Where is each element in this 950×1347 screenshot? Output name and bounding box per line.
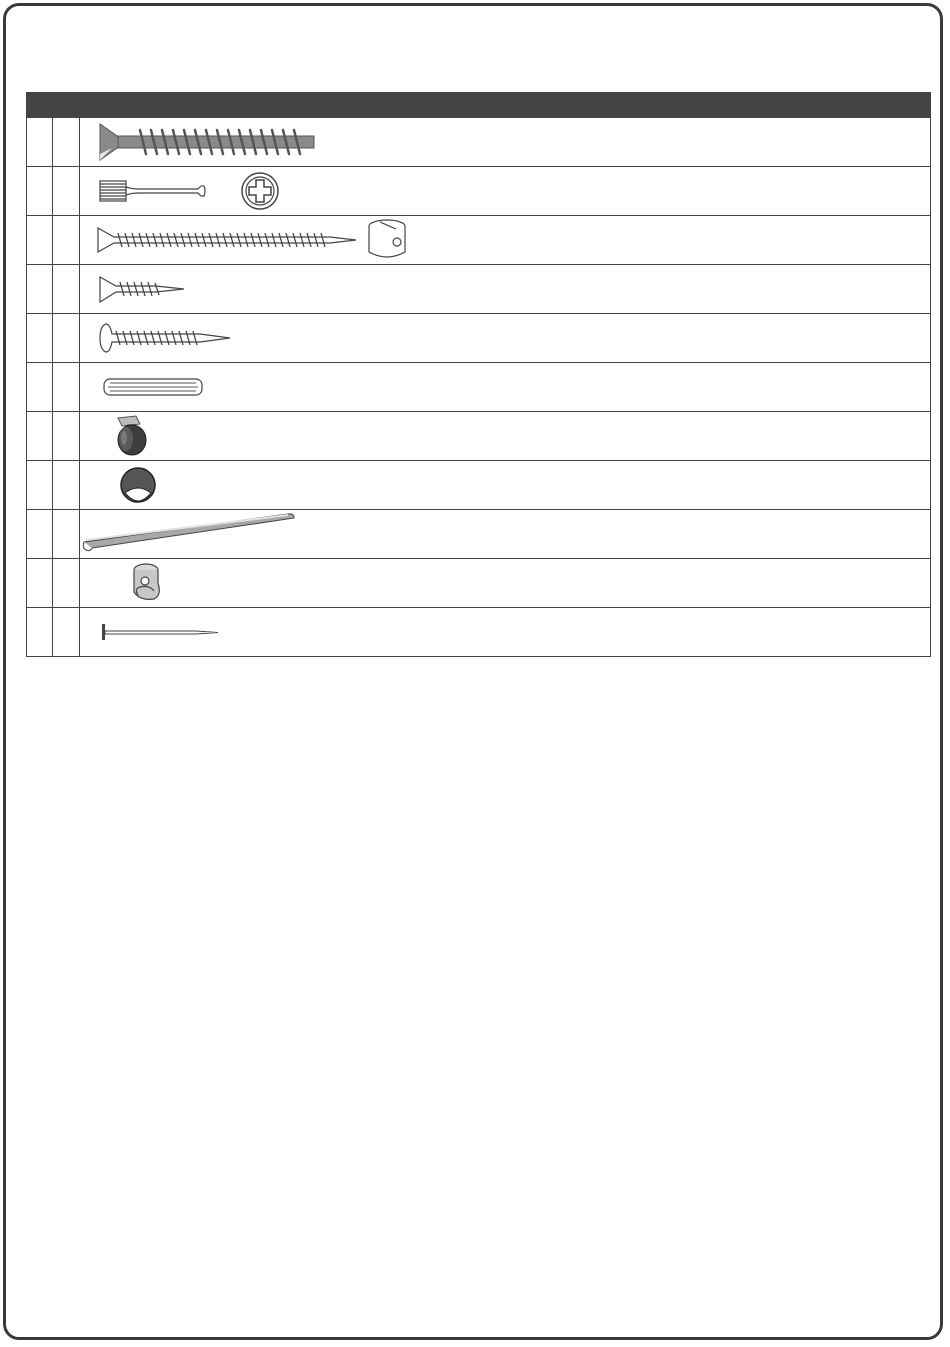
part-ref <box>27 461 53 509</box>
part-ref <box>27 363 53 411</box>
connector-screw-icon <box>80 167 300 215</box>
part-image-cell <box>80 559 930 607</box>
nail-icon <box>80 608 240 656</box>
table-row <box>26 412 931 461</box>
cap-cover-icon <box>80 461 180 509</box>
part-ref <box>27 265 53 313</box>
part-qty <box>53 167 80 215</box>
part-ref <box>27 118 53 166</box>
table-header <box>26 92 931 118</box>
part-qty <box>53 412 80 460</box>
cross-dowel-nut-icon <box>80 559 190 607</box>
part-qty <box>53 608 80 656</box>
part-image-cell <box>80 118 930 166</box>
part-ref <box>27 559 53 607</box>
part-image-cell <box>80 461 930 509</box>
part-ref <box>27 216 53 264</box>
wooden-dowel-icon <box>80 363 220 411</box>
table-row <box>26 167 931 216</box>
cam-bolt-icon <box>80 118 340 166</box>
part-image-cell <box>80 167 930 215</box>
part-qty <box>53 118 80 166</box>
table-row <box>26 314 931 363</box>
part-image-cell <box>80 216 930 264</box>
table-row <box>26 363 931 412</box>
part-image-cell <box>80 510 930 558</box>
part-qty <box>53 314 80 362</box>
table-row <box>26 559 931 608</box>
hanging-rail-icon <box>80 510 310 558</box>
part-image-cell <box>80 314 930 362</box>
pan-head-screw-icon <box>80 314 250 362</box>
caster-wheel-icon <box>80 412 180 460</box>
short-screw-icon <box>80 265 200 313</box>
table-row <box>26 608 931 657</box>
table-row <box>26 461 931 510</box>
table-row <box>26 118 931 167</box>
part-qty <box>53 461 80 509</box>
part-image-cell <box>80 412 930 460</box>
long-screw-with-barrel-nut-icon <box>80 216 420 264</box>
part-ref <box>27 510 53 558</box>
part-image-cell <box>80 608 930 656</box>
part-qty <box>53 265 80 313</box>
part-qty <box>53 363 80 411</box>
part-qty <box>53 216 80 264</box>
table-row <box>26 216 931 265</box>
table-row <box>26 265 931 314</box>
part-ref <box>27 412 53 460</box>
parts-table <box>26 92 931 657</box>
part-image-cell <box>80 363 930 411</box>
part-ref <box>27 167 53 215</box>
part-qty <box>53 510 80 558</box>
part-image-cell <box>80 265 930 313</box>
table-row <box>26 510 931 559</box>
part-qty <box>53 559 80 607</box>
part-ref <box>27 608 53 656</box>
part-ref <box>27 314 53 362</box>
